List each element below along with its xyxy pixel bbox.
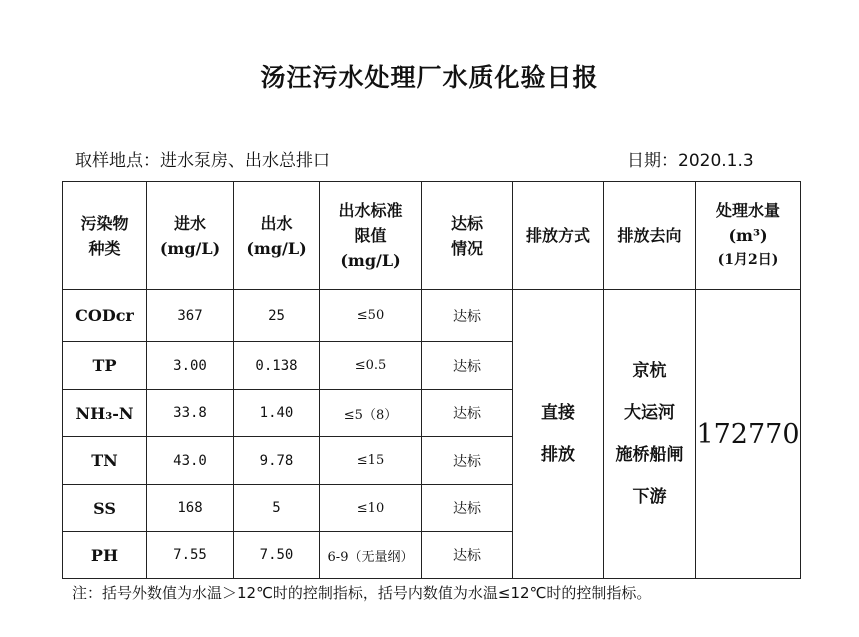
outflow-value: 1.40 bbox=[234, 390, 320, 437]
water-quality-table bbox=[62, 181, 801, 579]
report-title: 汤汪污水处理厂水质化验日报 bbox=[260, 63, 599, 92]
header-volume-line: 处理水量 bbox=[715, 201, 780, 220]
footnote: 注：括号外数值为水温＞12℃时的控制指标，括号内数值为水温≤12℃时的控制指标。 bbox=[72, 584, 652, 602]
table-row bbox=[63, 290, 801, 342]
header-pollutant bbox=[63, 182, 147, 290]
header-limit-line: 限值 bbox=[354, 226, 387, 245]
header-row bbox=[63, 182, 801, 290]
compliance-status: 达标 bbox=[422, 485, 513, 532]
inflow-value: 43.0 bbox=[147, 437, 234, 485]
header-pollutant-line: 种类 bbox=[88, 238, 121, 258]
discharge-method-line: 直接 bbox=[541, 403, 575, 423]
discharge-direction-line: 京杭 bbox=[632, 361, 667, 381]
header-inflow-line: 进水 bbox=[173, 213, 206, 233]
pollutant-name: TN bbox=[63, 437, 147, 485]
compliance-status: 达标 bbox=[422, 532, 513, 579]
limit-value: ≤5（8） bbox=[320, 390, 422, 437]
limit-value: ≤10 bbox=[320, 485, 422, 532]
header-limit bbox=[320, 182, 422, 290]
header-volume bbox=[696, 182, 801, 290]
limit-value: ≤0.5 bbox=[320, 342, 422, 390]
outflow-value: 9.78 bbox=[234, 437, 320, 485]
compliance-status: 达标 bbox=[422, 390, 513, 437]
pollutant-name: PH bbox=[63, 532, 147, 579]
header-discharge-direction: 排放去向 bbox=[604, 182, 696, 290]
compliance-status: 达标 bbox=[422, 342, 513, 390]
limit-value: 6-9（无量纲） bbox=[320, 532, 422, 579]
pollutant-name: SS bbox=[63, 485, 147, 532]
header-pollutant-line: 污染物 bbox=[80, 213, 129, 233]
header-compliance-line: 达标 bbox=[450, 213, 483, 233]
header-inflow bbox=[147, 182, 234, 290]
header-outflow bbox=[234, 182, 320, 290]
header-outflow-line: 出水 bbox=[260, 213, 293, 233]
treated-volume: 172770 bbox=[696, 290, 801, 579]
limit-value: ≤15 bbox=[320, 437, 422, 485]
compliance-status: 达标 bbox=[422, 437, 513, 485]
discharge-direction-line: 大运河 bbox=[624, 403, 675, 423]
limit-value: ≤50 bbox=[320, 290, 422, 342]
inflow-value: 3.00 bbox=[147, 342, 234, 390]
header-compliance bbox=[422, 182, 513, 290]
header-outflow-unit: (mg/L) bbox=[246, 238, 307, 258]
pollutant-name: CODcr bbox=[63, 290, 147, 342]
inflow-value: 168 bbox=[147, 485, 234, 532]
report-date: 日期：2020.1.3 bbox=[627, 151, 754, 171]
header-limit-line: 出水标准 bbox=[338, 201, 403, 220]
compliance-status: 达标 bbox=[422, 290, 513, 342]
header-discharge-method: 排放方式 bbox=[513, 182, 604, 290]
pollutant-name: NH₃-N bbox=[63, 390, 147, 437]
discharge-direction-line: 施桥船闸 bbox=[615, 445, 684, 465]
inflow-value: 7.55 bbox=[147, 532, 234, 579]
inflow-value: 33.8 bbox=[147, 390, 234, 437]
header-volume-unit: (m³) bbox=[728, 226, 768, 245]
outflow-value: 7.50 bbox=[234, 532, 320, 579]
pollutant-name: TP bbox=[63, 342, 147, 390]
discharge-method-line: 排放 bbox=[541, 445, 575, 465]
header-compliance-line: 情况 bbox=[450, 238, 483, 258]
outflow-value: 0.138 bbox=[234, 342, 320, 390]
header-inflow-unit: (mg/L) bbox=[159, 238, 221, 258]
header-limit-unit: (mg/L) bbox=[340, 251, 401, 270]
discharge-direction-cell bbox=[604, 290, 696, 579]
sampling-location: 取样地点：进水泵房、出水总排口 bbox=[75, 151, 330, 171]
outflow-value: 5 bbox=[234, 485, 320, 532]
outflow-value: 25 bbox=[234, 290, 320, 342]
header-volume-date: (1月2日) bbox=[717, 252, 779, 268]
discharge-method-cell bbox=[513, 290, 604, 579]
inflow-value: 367 bbox=[147, 290, 234, 342]
discharge-direction-line: 下游 bbox=[632, 487, 667, 507]
